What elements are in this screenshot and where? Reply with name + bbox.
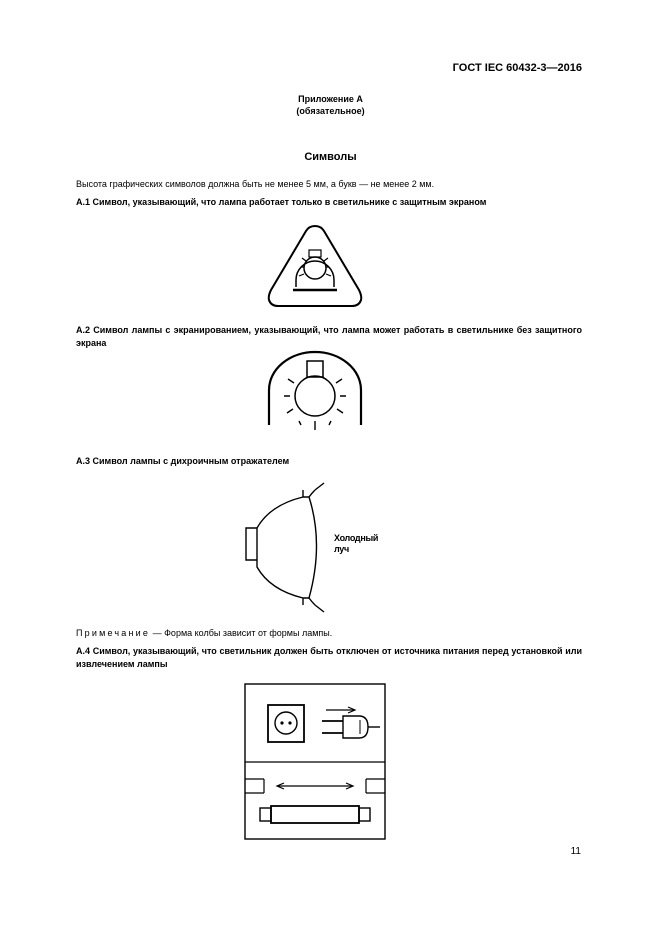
- a1-heading: А.1 Символ, указывающий, что лампа работает только в светильнике с защитным экраном: [76, 197, 487, 207]
- intro-text: Высота графических символов должна быть не менее 5 мм, а букв — не менее 2 мм.: [76, 179, 435, 189]
- note-paragraph: [76, 627, 332, 640]
- lamp-in-shielded-luminaire-icon: [266, 222, 364, 308]
- dichroic-reflector-lamp-icon: [240, 480, 340, 615]
- a4-heading: А.4 Символ, указывающий, что светильник должен быть отключен от источника питания перед установкой или извлечением лампы: [76, 646, 582, 669]
- note-prefix: Примечание: [76, 628, 151, 638]
- appendix-title: Приложение А: [298, 94, 363, 104]
- cold-beam-label-line1: Холодный: [334, 533, 379, 543]
- section-title: Символы: [304, 151, 357, 163]
- appendix-subtitle: (обязательное): [296, 106, 365, 116]
- cold-beam-label-line2: луч: [334, 544, 349, 554]
- a3-heading: А.3 Символ лампы с дихроичным отражателем: [76, 456, 290, 466]
- lamp-with-shielding-icon: [266, 350, 364, 436]
- standard-designation: ГОСТ IEC 60432-3—2016: [452, 62, 582, 74]
- disconnect-before-lamp-change-icon: [244, 683, 386, 840]
- page-number: 11: [570, 846, 581, 857]
- note-text: — Форма колбы зависит от формы лампы.: [150, 628, 333, 638]
- a2-heading: А.2 Символ лампы с экранированием, указывающий, что лампа может работать в светильнике без защитного экрана: [76, 325, 582, 348]
